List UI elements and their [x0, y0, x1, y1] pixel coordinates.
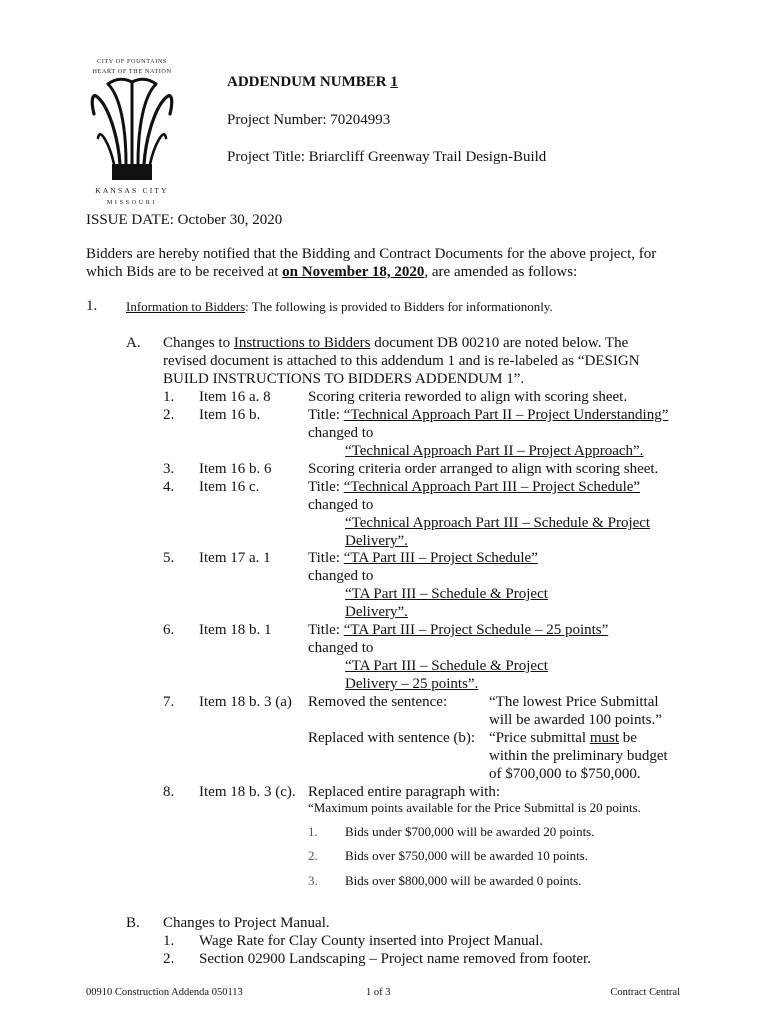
item7-p1-must: must [589, 730, 619, 746]
project-title: Project Title: Briarcliff Greenway Trail Design-Build [227, 149, 547, 165]
item6-old-title: “TA Part III – Project Schedule – 25 points” [343, 622, 609, 638]
item2-old-title: “Technical Approach Part II – Project Understanding” [343, 407, 669, 423]
item7-replacement-3: of $700,000 to $750,000. [489, 766, 641, 782]
item6-new-title-1: “TA Part III – Schedule & Project [345, 658, 548, 674]
item4-title [308, 478, 640, 496]
section1-text: : The following is provided to Bidders for informationonly. [245, 299, 553, 314]
city-logo [86, 56, 178, 208]
item7-removed-label: Removed the sentence: [308, 694, 448, 710]
partB-item1: Wage Rate for Clay County inserted into Project Manual. [199, 933, 544, 949]
item7-removed-2: will be awarded 100 points.” [489, 712, 662, 728]
item7-removed-1: “The lowest Price Submittal [489, 694, 659, 710]
partA-l1-c: document DB 00210 are noted below. The [370, 335, 629, 351]
instructions-to-bidders-link: Instructions to Bidders [233, 335, 371, 351]
item7-replaced-label: Replaced with sentence (b): [308, 730, 476, 746]
logo-bottom-line2: MISSOURI [106, 199, 158, 206]
item7-p1-c: be [619, 730, 637, 746]
section1-heading [126, 299, 553, 315]
section1-number: 1. [86, 298, 98, 314]
item6-ref: Item 18 b. 1 [199, 622, 272, 638]
partA-letter: A. [126, 335, 141, 351]
footer-doc-id: 00910 Construction Addenda 050113 [86, 987, 243, 998]
partA-line2: revised document is attached to this addendum 1 and is re-labeled as “DESIGN [163, 353, 640, 369]
item4-new-title-1: “Technical Approach Part III – Schedule & Project [345, 515, 651, 531]
item8-sub3-number: 3. [308, 873, 318, 888]
information-to-bidders-link: Information to Bidders [126, 299, 246, 314]
item4-new-title-2: Delivery”. [345, 533, 408, 549]
item5-title [308, 549, 538, 567]
item2-number: 2. [163, 407, 175, 423]
item7-replacement-1 [489, 729, 637, 747]
footer-page-number: 1 of 3 [366, 987, 391, 998]
item5-number: 5. [163, 550, 175, 566]
addendum-title [227, 73, 398, 91]
fountain-logo-icon [86, 56, 178, 208]
logo-bottom-line1: KANSAS CITY [95, 186, 169, 195]
item6-title-label: Title: [308, 622, 344, 638]
item4-number: 4. [163, 479, 175, 495]
item6-new-title-2: Delivery – 25 points”. [345, 676, 479, 692]
item4-ref: Item 16 c. [199, 479, 260, 495]
item2-title [308, 406, 668, 424]
item8-quote: “Maximum points available for the Price Submittal is 20 points. [308, 800, 641, 815]
notice-line2-c: , are amended as follows: [424, 264, 578, 280]
item1-desc: Scoring criteria reworded to align with scoring sheet. [308, 389, 628, 405]
bid-due-date: on November 18, 2020 [282, 264, 425, 280]
item7-p1-a: “Price submittal [489, 730, 590, 746]
item4-title-label: Title: [308, 479, 344, 495]
item3-desc: Scoring criteria order arranged to align with scoring sheet. [308, 461, 659, 477]
partB-item2-number: 2. [163, 951, 175, 967]
item5-old-title: “TA Part III – Project Schedule” [343, 550, 538, 566]
item8-sub3: Bids over $800,000 will be awarded 0 points. [345, 873, 582, 888]
item5-changed: changed to [308, 568, 374, 584]
partB-line1: Changes to Project Manual. [163, 915, 330, 931]
item3-number: 3. [163, 461, 175, 477]
notice-line2 [86, 263, 577, 281]
item8-desc: Replaced entire paragraph with: [308, 784, 500, 800]
addendum-title-prefix: ADDENDUM NUMBER [227, 74, 391, 90]
footer-right: Contract Central [610, 987, 680, 998]
partB-item2: Section 02900 Landscaping – Project name removed from footer. [199, 951, 591, 967]
item7-number: 7. [163, 694, 175, 710]
item1-ref: Item 16 a. 8 [199, 389, 271, 405]
item8-sub2-number: 2. [308, 848, 318, 863]
partB-item1-number: 1. [163, 933, 175, 949]
item2-title-label: Title: [308, 407, 344, 423]
partA-l1-a: Changes to [163, 335, 234, 351]
item5-title-label: Title: [308, 550, 344, 566]
item2-changed: changed to [308, 425, 374, 441]
item7-replacement-2: within the preliminary budget [489, 748, 668, 764]
item4-changed: changed to [308, 497, 374, 513]
item6-title [308, 621, 608, 639]
item8-sub1: Bids under $700,000 will be awarded 20 points. [345, 824, 595, 839]
notice-line2-a: which Bids are to be received at [86, 264, 283, 280]
addendum-number: 1 [390, 74, 398, 90]
item1-number: 1. [163, 389, 175, 405]
item2-ref: Item 16 b. [199, 407, 261, 423]
notice-line1: Bidders are hereby notified that the Bidding and Contract Documents for the above project, for [86, 246, 657, 262]
item6-number: 6. [163, 622, 175, 638]
item3-ref: Item 16 b. 6 [199, 461, 272, 477]
item8-sub1-number: 1. [308, 824, 318, 839]
item5-ref: Item 17 a. 1 [199, 550, 271, 566]
item6-changed: changed to [308, 640, 374, 656]
item2-new-title: “Technical Approach Part II – Project Approach”. [345, 443, 644, 459]
item5-new-title-2: Delivery”. [345, 604, 408, 620]
logo-top-line2: HEART OF THE NATION [92, 68, 172, 75]
logo-top-line1: CITY OF FOUNTAINS [97, 58, 167, 65]
item7-ref: Item 18 b. 3 (a) [199, 694, 292, 710]
project-number: Project Number: 70204993 [227, 112, 391, 128]
item8-ref: Item 18 b. 3 (c). [199, 784, 296, 800]
partA-line1 [163, 334, 628, 352]
item8-sub2: Bids over $750,000 will be awarded 10 points. [345, 848, 588, 863]
item4-old-title: “Technical Approach Part III – Project Schedule” [343, 479, 641, 495]
item8-number: 8. [163, 784, 175, 800]
partB-letter: B. [126, 915, 140, 931]
issue-date: ISSUE DATE: October 30, 2020 [86, 212, 283, 228]
partA-line3: BUILD INSTRUCTIONS TO BIDDERS ADDENDUM 1”. [163, 371, 525, 387]
item5-new-title-1: “TA Part III – Schedule & Project [345, 586, 548, 602]
